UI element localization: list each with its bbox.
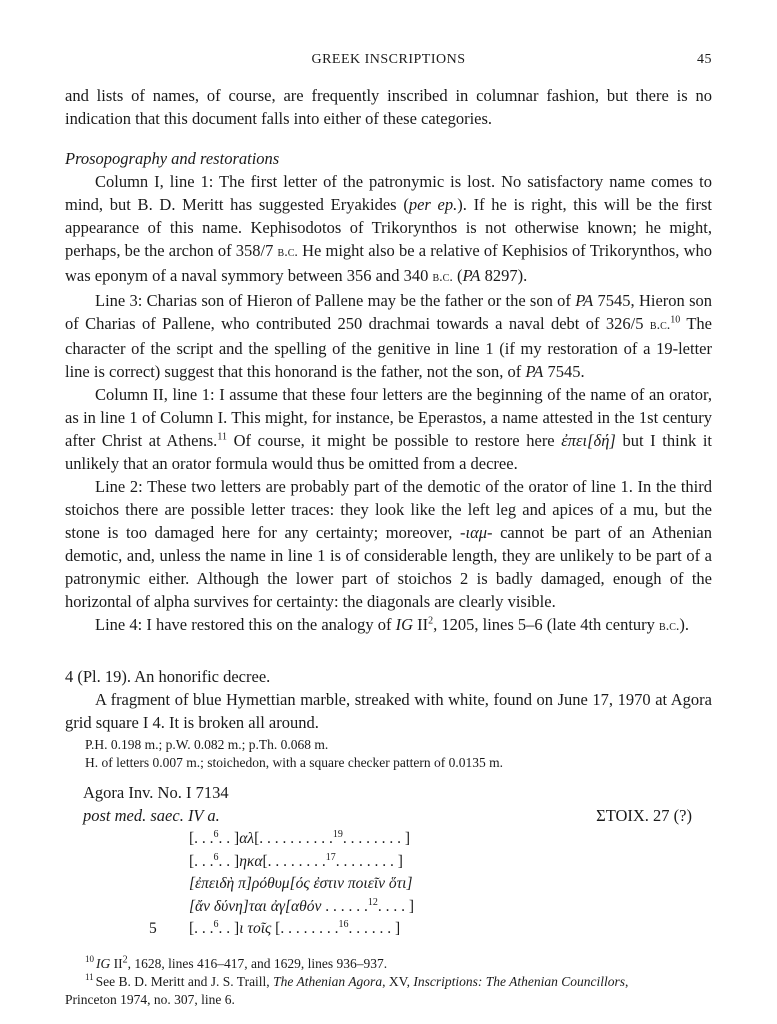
measurements-letters: H. of letters 0.007 m.; stoichedon, with a square checker pattern of 0.0135 m. [85,755,504,770]
intro-paragraph: and lists of names, of course, are frequently inscribed in columnar fashion, but there is no indication that this document falls into either of these categories. [65,86,712,128]
page-number: 45 [697,52,712,67]
entry-description: A fragment of blue Hymettian marble, streaked with white, found on June 17, 1970 at Agora grid square I 4. It is broken all around. [65,690,712,732]
page [65,52,712,1009]
date-text: post med. saec. IV a. [83,806,220,825]
inscription-text [65,828,712,941]
paragraph-column1-line3: Line 3: Charias son of Hieron of Pallene may be the father or the son of PA 7545, Hieron son of Charias of Pallene, who contributed 250 drachmai towards a naval debt of 326/5 b.c.$^{10}$ The character of the script and the spelling of the genitive in line 1 (if my restoration of a 19-letter line is correct) suggest that this honorand is the father, not the son, of PA 7545. [65,291,713,381]
measurements-dimensions: P.H. 0.198 m.; p.W. 0.082 m.; p.Th. 0.068 m. [85,737,329,752]
running-head [65,52,712,74]
footnote-ref-11: 11 [217,431,227,443]
paragraph-column2-line2: Line 2: These two letters are probably part of the demotic of the orator of line 1. In the third stoichos there are possible letter traces: they look like the left leg and apices of a mu, but the stone is too damaged here for any certainty; moreover, -ιαμ- cannot be part of an Athenian demotic, and, unless the name in line 1 is of considerable length, they are unlikely to be part of a patronymic either. Although the lower part of stoichos 2 is badly damaged, enough of the horizontal of alpha survives for certainty: the diagonals are clearly visible. [65,477,712,611]
inscription-line-1: [. . .$^6$. . ]αλ[. . . . . . . . . .$^{19}$. . . . . . . . ] [189,828,411,847]
inscription-line-2: [. . .$^6$. . ]ηκα[. . . . . . . .$^{17}$. . . . . . . . ] [189,851,403,870]
date-line [65,804,712,827]
paragraph-column1-line1: Column I, line 1: The first letter of the patronymic is lost. No satisfactory name comes to mind, but B. D. Meritt has suggested Eryakides (per ep.). If he is right, this will be the first appearance of this name. Kephisodotos of Trikorynthos is not otherwise known; he might, perhaps, be the archon of 358/7 b.c. He might also be a relative of Kephisios of Trikorynthos, who was eponym of a naval symmory between 356 and 340 b.c. (PA 8297). [65,172,712,285]
footnote-11-continued: Princeton 1974, no. 307, line 6. [65,991,235,1007]
entry-number: 4 [65,667,74,686]
entry-heading: 4 (Pl. 19). An honorific decree. [65,667,271,686]
footnote-ref-10: 10 [670,314,681,326]
inscription-line-5: 5 [. . .$^6$. . ]ι τοῖς [. . . . . . . .$^{16}$. . . . . . ] [189,918,712,941]
running-title: GREEK INSCRIPTIONS [311,52,466,67]
inscription-line-4: [ἄν δύνη]ται ἀγ[αθόν . . . . . .$^{12}$. . . . ] [189,896,415,915]
paragraph-column2-line1: Column II, line 1: I assume that these four letters are the beginning of the name of an orator, as in line 1 of Column I. This might, for instance, be Eperastos, a name attested in the 1st century after Christ at Athens.$^{11}$ Of course, it might be possible to restore here ἐπει[δή] but I think it unlikely that an orator formula would thus be omitted from a decree. [65,385,712,473]
inscription-line-3: [ἐπειδὴ π]ρόθυμ[ός ἐστιν ποιεῖν ὅτι] [189,875,413,892]
section-heading: Prosopography and restorations [65,149,280,168]
paragraph-column2-line4: Line 4: I have restored this on the analogy of IG $II^2$, 1205, lines 5–6 (late 4th century b.c.). [95,615,690,634]
line-number-5: 5 [149,920,157,937]
footnote-11: $^{11}$ See B. D. Meritt and J. S. Traill, The Athenian Agora, XV, Inscriptions: The Athenian Councillors, [85,972,629,989]
stoichedon-count: ΣΤΟΙΧ. 27 (?) [596,806,692,825]
inventory-number: Agora Inv. No. I 7134 [83,783,229,802]
footnote-10: $^{10}$ IG $II^2$, 1628, lines 416–417, and 1629, lines 936–937. [85,954,388,971]
